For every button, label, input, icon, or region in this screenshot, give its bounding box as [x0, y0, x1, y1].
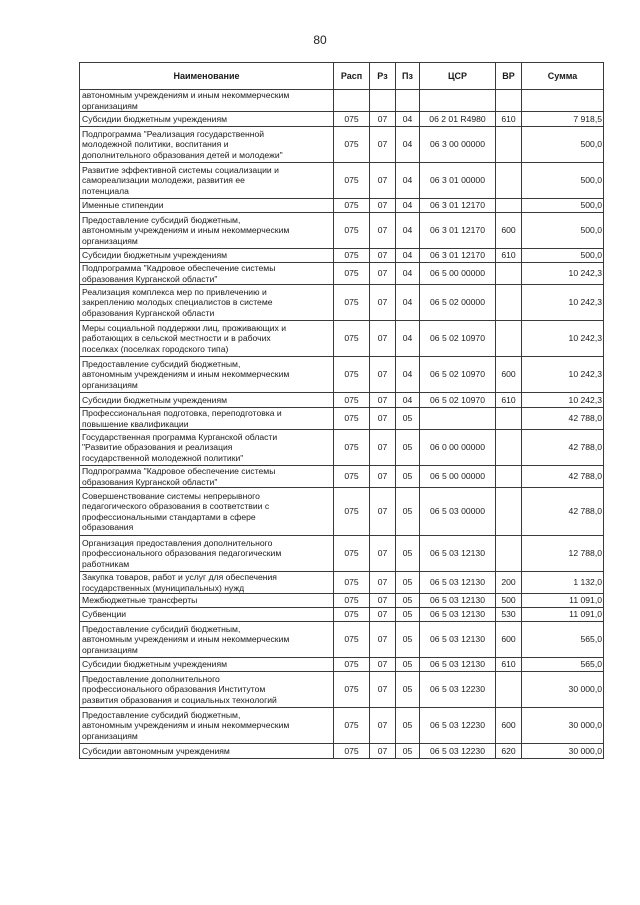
- cell-rz: 07: [370, 285, 396, 321]
- cell-rasp: 075: [334, 249, 370, 263]
- cell-name: [80, 744, 334, 759]
- cell-name: [80, 263, 334, 285]
- cell-name-line: Субсидии бюджетным учреждениям: [82, 113, 228, 124]
- cell-name-line: автономным учреждениям и иным некоммерческим: [82, 225, 290, 236]
- cell-name-line: Подпрограмма "Кадровое обеспечение системы: [82, 466, 276, 477]
- cell-name-line: Государственная программа Курганской области: [82, 432, 278, 443]
- cell-pz: 05: [396, 744, 420, 759]
- cell-name: [80, 708, 334, 744]
- cell-vr: 200: [496, 572, 522, 594]
- cell-name: [80, 249, 334, 263]
- cell-name-line: Организация предоставления дополнительного: [82, 538, 273, 549]
- cell-rasp: 075: [334, 622, 370, 658]
- table-header: [80, 63, 604, 90]
- cell-rz: [370, 90, 396, 112]
- cell-pz: 04: [396, 285, 420, 321]
- cell-pz: 04: [396, 263, 420, 285]
- cell-sum: 10 242,3: [522, 285, 604, 321]
- table-row: [80, 744, 604, 759]
- cell-name-line: профессиональными стандартами в сфере: [82, 511, 256, 522]
- cell-rasp: 075: [334, 672, 370, 708]
- cell-name: [80, 430, 334, 466]
- cell-vr: [496, 672, 522, 708]
- cell-rz: 07: [370, 199, 396, 213]
- cell-pz: 04: [396, 163, 420, 199]
- cell-sum: 30 000,0: [522, 708, 604, 744]
- header-pz: Пз: [396, 63, 420, 90]
- table-row: [80, 357, 604, 393]
- cell-name-line: Межбюджетные трансферты: [82, 595, 198, 606]
- cell-name-line: поселках (поселках городского типа): [82, 343, 229, 354]
- cell-rz: 07: [370, 112, 396, 127]
- cell-name-line: Предоставление субсидий бюджетным,: [82, 624, 241, 635]
- cell-name: [80, 672, 334, 708]
- cell-sum: 30 000,0: [522, 744, 604, 759]
- cell-vr: [496, 408, 522, 430]
- cell-sum: 10 242,3: [522, 321, 604, 357]
- cell-csr: 06 5 00 00000: [420, 466, 496, 488]
- cell-pz: 04: [396, 112, 420, 127]
- cell-name-line: организациям: [82, 235, 138, 246]
- cell-name-line: Субсидии автономным учреждениям: [82, 745, 230, 756]
- cell-csr: 06 5 02 10970: [420, 393, 496, 408]
- table-row: [80, 594, 604, 608]
- cell-rz: 07: [370, 622, 396, 658]
- cell-name-line: закреплению молодых специалистов в системе: [82, 297, 273, 308]
- cell-vr: [496, 285, 522, 321]
- cell-sum: 10 242,3: [522, 357, 604, 393]
- cell-name-line: автономным учреждениям и иным некоммерческим: [82, 90, 290, 101]
- cell-rz: 07: [370, 249, 396, 263]
- cell-csr: 06 5 03 12130: [420, 608, 496, 622]
- cell-csr: 06 3 01 00000: [420, 163, 496, 199]
- cell-name-line: повышение квалификации: [82, 418, 189, 429]
- cell-rz: 07: [370, 608, 396, 622]
- cell-sum: 1 132,0: [522, 572, 604, 594]
- cell-sum: 500,0: [522, 163, 604, 199]
- cell-csr: 06 0 00 00000: [420, 430, 496, 466]
- header-rz: Рз: [370, 63, 396, 90]
- cell-name-line: Реализация комплекса мер по привлечению и: [82, 287, 267, 298]
- cell-rz: 07: [370, 658, 396, 672]
- cell-rasp: 075: [334, 430, 370, 466]
- cell-csr: 06 5 02 00000: [420, 285, 496, 321]
- cell-name-line: образования: [82, 521, 134, 532]
- cell-csr: 06 5 00 00000: [420, 263, 496, 285]
- cell-name-line: организациям: [82, 100, 138, 111]
- cell-name-line: образования Курганской области: [82, 307, 215, 318]
- cell-pz: 04: [396, 321, 420, 357]
- cell-name: [80, 622, 334, 658]
- cell-name-line: Предоставление субсидий бюджетным,: [82, 215, 241, 226]
- cell-vr: [496, 199, 522, 213]
- cell-rasp: 075: [334, 163, 370, 199]
- cell-vr: [496, 321, 522, 357]
- cell-csr: 06 5 03 12230: [420, 744, 496, 759]
- cell-pz: 05: [396, 708, 420, 744]
- cell-name: [80, 488, 334, 536]
- cell-vr: [496, 488, 522, 536]
- cell-name-line: Меры социальной поддержки лиц, проживающих и: [82, 323, 287, 334]
- cell-rz: 07: [370, 708, 396, 744]
- cell-name-line: Подпрограмма "Кадровое обеспечение системы: [82, 263, 276, 274]
- cell-name: [80, 466, 334, 488]
- cell-rz: 07: [370, 744, 396, 759]
- cell-pz: 04: [396, 393, 420, 408]
- cell-rasp: [334, 90, 370, 112]
- cell-name-line: самореализации молодежи, развития ее: [82, 175, 245, 186]
- cell-pz: 04: [396, 127, 420, 163]
- cell-sum: 10 242,3: [522, 263, 604, 285]
- table-row: [80, 321, 604, 357]
- cell-sum: 500,0: [522, 249, 604, 263]
- cell-rz: 07: [370, 213, 396, 249]
- cell-name: [80, 536, 334, 572]
- cell-vr: 610: [496, 249, 522, 263]
- cell-sum: 42 788,0: [522, 408, 604, 430]
- table-row: [80, 127, 604, 163]
- cell-rasp: 075: [334, 594, 370, 608]
- table-row: [80, 488, 604, 536]
- table-row: [80, 112, 604, 127]
- cell-rasp: 075: [334, 112, 370, 127]
- cell-name-line: образования Курганской области": [82, 273, 218, 284]
- cell-name-line: Предоставление субсидий бюджетным,: [82, 359, 241, 370]
- cell-pz: 05: [396, 622, 420, 658]
- cell-name-line: развития образования и социальных технологий: [82, 694, 277, 705]
- cell-name-line: организациям: [82, 730, 138, 741]
- cell-name-line: автономным учреждениям и иным некоммерческим: [82, 369, 290, 380]
- cell-vr: [496, 127, 522, 163]
- table-row: [80, 249, 604, 263]
- cell-sum: 565,0: [522, 658, 604, 672]
- cell-pz: 05: [396, 536, 420, 572]
- cell-name: [80, 572, 334, 594]
- cell-name-line: автономным учреждениям и иным некоммерческим: [82, 634, 290, 645]
- table-row: [80, 466, 604, 488]
- cell-pz: 04: [396, 357, 420, 393]
- cell-rasp: 075: [334, 127, 370, 163]
- cell-name-line: "Развитие образования и реализация: [82, 442, 233, 453]
- cell-name-line: Подпрограмма "Реализация государственной: [82, 129, 265, 140]
- cell-csr: 06 5 02 10970: [420, 357, 496, 393]
- cell-csr: 06 3 00 00000: [420, 127, 496, 163]
- header-name: Наименование: [80, 63, 334, 90]
- cell-name: [80, 658, 334, 672]
- cell-csr: [420, 408, 496, 430]
- cell-name: [80, 357, 334, 393]
- cell-pz: 05: [396, 408, 420, 430]
- table-row: [80, 408, 604, 430]
- cell-name: [80, 213, 334, 249]
- cell-rasp: 075: [334, 466, 370, 488]
- budget-table: [79, 62, 604, 759]
- cell-csr: 06 5 03 00000: [420, 488, 496, 536]
- cell-sum: 500,0: [522, 199, 604, 213]
- cell-pz: 05: [396, 430, 420, 466]
- cell-rasp: 075: [334, 744, 370, 759]
- cell-csr: 06 5 03 12130: [420, 658, 496, 672]
- cell-csr: 06 3 01 12170: [420, 213, 496, 249]
- cell-rasp: 075: [334, 285, 370, 321]
- table-row: [80, 263, 604, 285]
- cell-rz: 07: [370, 672, 396, 708]
- cell-name-line: образования Курганской области": [82, 476, 218, 487]
- cell-vr: [496, 536, 522, 572]
- cell-sum: 12 788,0: [522, 536, 604, 572]
- cell-rz: 07: [370, 466, 396, 488]
- header-vr: ВР: [496, 63, 522, 90]
- table-row: [80, 672, 604, 708]
- cell-pz: 05: [396, 672, 420, 708]
- cell-vr: [496, 430, 522, 466]
- table-row: [80, 430, 604, 466]
- page-number: 80: [313, 33, 327, 47]
- cell-sum: 11 091,0: [522, 594, 604, 608]
- cell-rz: 07: [370, 430, 396, 466]
- cell-name: [80, 90, 334, 112]
- cell-name-line: организациям: [82, 379, 138, 390]
- cell-rasp: 075: [334, 708, 370, 744]
- table-row: [80, 393, 604, 408]
- cell-rz: 07: [370, 357, 396, 393]
- cell-vr: 500: [496, 594, 522, 608]
- table-row: [80, 536, 604, 572]
- cell-csr: 06 5 02 10970: [420, 321, 496, 357]
- cell-sum: 30 000,0: [522, 672, 604, 708]
- cell-sum: 42 788,0: [522, 430, 604, 466]
- cell-sum: 42 788,0: [522, 466, 604, 488]
- cell-name-line: государственных (муниципальных) нужд: [82, 582, 245, 593]
- cell-vr: 600: [496, 708, 522, 744]
- cell-csr: 06 5 03 12130: [420, 622, 496, 658]
- cell-vr: 600: [496, 213, 522, 249]
- table-row: [80, 199, 604, 213]
- table-row: [80, 213, 604, 249]
- cell-pz: 05: [396, 488, 420, 536]
- cell-rz: 07: [370, 572, 396, 594]
- cell-rasp: 075: [334, 357, 370, 393]
- cell-name-line: профессионального образования педагогическим: [82, 548, 282, 559]
- cell-name: [80, 608, 334, 622]
- cell-name-line: профессионального образования Институтом: [82, 684, 266, 695]
- cell-csr: 06 5 03 12230: [420, 708, 496, 744]
- cell-name: [80, 112, 334, 127]
- cell-rz: 07: [370, 536, 396, 572]
- cell-rz: 07: [370, 488, 396, 536]
- table-row: [80, 572, 604, 594]
- cell-vr: 610: [496, 658, 522, 672]
- table-row: [80, 658, 604, 672]
- cell-vr: 600: [496, 622, 522, 658]
- cell-rasp: 075: [334, 213, 370, 249]
- cell-pz: 04: [396, 199, 420, 213]
- cell-name-line: педагогического образования в соответствии с: [82, 501, 270, 512]
- cell-name-line: автономным учреждениям и иным некоммерческим: [82, 720, 290, 731]
- cell-name: [80, 408, 334, 430]
- cell-rz: 07: [370, 163, 396, 199]
- cell-rasp: 075: [334, 199, 370, 213]
- cell-sum: [522, 90, 604, 112]
- table-row: [80, 90, 604, 112]
- cell-csr: 06 5 03 12130: [420, 536, 496, 572]
- cell-vr: 620: [496, 744, 522, 759]
- cell-sum: 7 918,5: [522, 112, 604, 127]
- cell-name-line: Субсидии бюджетным учреждениям: [82, 394, 228, 405]
- table-body: [80, 90, 604, 759]
- cell-sum: 11 091,0: [522, 608, 604, 622]
- cell-rasp: 075: [334, 572, 370, 594]
- cell-name-line: потенциала: [82, 185, 129, 196]
- cell-sum: 565,0: [522, 622, 604, 658]
- cell-rz: 07: [370, 408, 396, 430]
- cell-rz: 07: [370, 321, 396, 357]
- cell-rasp: 075: [334, 321, 370, 357]
- cell-sum: 500,0: [522, 127, 604, 163]
- cell-pz: 05: [396, 658, 420, 672]
- cell-rasp: 075: [334, 393, 370, 408]
- table-row: [80, 622, 604, 658]
- cell-rz: 07: [370, 393, 396, 408]
- cell-name: [80, 321, 334, 357]
- cell-rasp: 075: [334, 408, 370, 430]
- cell-name-line: Предоставление дополнительного: [82, 674, 220, 685]
- cell-name: [80, 163, 334, 199]
- cell-name-line: Субсидии бюджетным учреждениям: [82, 250, 228, 261]
- cell-name: [80, 199, 334, 213]
- cell-pz: 05: [396, 572, 420, 594]
- cell-vr: [496, 263, 522, 285]
- table-row: [80, 708, 604, 744]
- cell-pz: 05: [396, 466, 420, 488]
- cell-vr: 600: [496, 357, 522, 393]
- table-row: [80, 163, 604, 199]
- cell-name: [80, 285, 334, 321]
- cell-sum: 42 788,0: [522, 488, 604, 536]
- cell-name-line: Закупка товаров, работ и услуг для обеспечения: [82, 572, 277, 583]
- cell-name: [80, 127, 334, 163]
- cell-name-line: Именные стипендии: [82, 200, 164, 211]
- cell-vr: 610: [496, 393, 522, 408]
- cell-rasp: 075: [334, 488, 370, 536]
- cell-csr: 06 5 03 12130: [420, 594, 496, 608]
- cell-csr: 06 3 01 12170: [420, 249, 496, 263]
- cell-rasp: 075: [334, 263, 370, 285]
- cell-name-line: Предоставление субсидий бюджетным,: [82, 710, 241, 721]
- cell-name: [80, 393, 334, 408]
- cell-name-line: молодежной политики, воспитания и: [82, 139, 229, 150]
- cell-vr: [496, 163, 522, 199]
- cell-name-line: организациям: [82, 644, 138, 655]
- cell-vr: [496, 466, 522, 488]
- cell-csr: 06 2 01 R4980: [420, 112, 496, 127]
- cell-csr: 06 3 01 12170: [420, 199, 496, 213]
- cell-name-line: Профессиональная подготовка, переподготовка и: [82, 408, 282, 419]
- cell-pz: 05: [396, 594, 420, 608]
- cell-rasp: 075: [334, 536, 370, 572]
- cell-pz: [396, 90, 420, 112]
- cell-sum: 10 242,3: [522, 393, 604, 408]
- cell-name: [80, 594, 334, 608]
- cell-name-line: Развитие эффективной системы социализации и: [82, 165, 279, 176]
- table-row: [80, 285, 604, 321]
- cell-csr: 06 5 03 12130: [420, 572, 496, 594]
- cell-name-line: Субвенции: [82, 609, 127, 620]
- cell-pz: 05: [396, 608, 420, 622]
- cell-name-line: работникам: [82, 558, 130, 569]
- cell-vr: 610: [496, 112, 522, 127]
- cell-vr: 530: [496, 608, 522, 622]
- cell-rz: 07: [370, 594, 396, 608]
- table-row: [80, 608, 604, 622]
- cell-vr: [496, 90, 522, 112]
- cell-sum: 500,0: [522, 213, 604, 249]
- cell-pz: 04: [396, 213, 420, 249]
- header-rasp: Расп: [334, 63, 370, 90]
- cell-rz: 07: [370, 263, 396, 285]
- header-sum: Сумма: [522, 63, 604, 90]
- cell-name-line: Совершенствование системы непрерывного: [82, 491, 260, 502]
- cell-name-line: государственной молодежной политики": [82, 452, 244, 463]
- cell-csr: 06 5 03 12230: [420, 672, 496, 708]
- cell-pz: 04: [396, 249, 420, 263]
- cell-name-line: дополнительного образования детей и молодежи": [82, 149, 283, 160]
- cell-rz: 07: [370, 127, 396, 163]
- cell-csr: [420, 90, 496, 112]
- cell-rasp: 075: [334, 658, 370, 672]
- cell-name-line: работающих в сельской местности и в рабочих: [82, 333, 271, 344]
- cell-name-line: Субсидии бюджетным учреждениям: [82, 659, 228, 670]
- header-csr: ЦСР: [420, 63, 496, 90]
- cell-rasp: 075: [334, 608, 370, 622]
